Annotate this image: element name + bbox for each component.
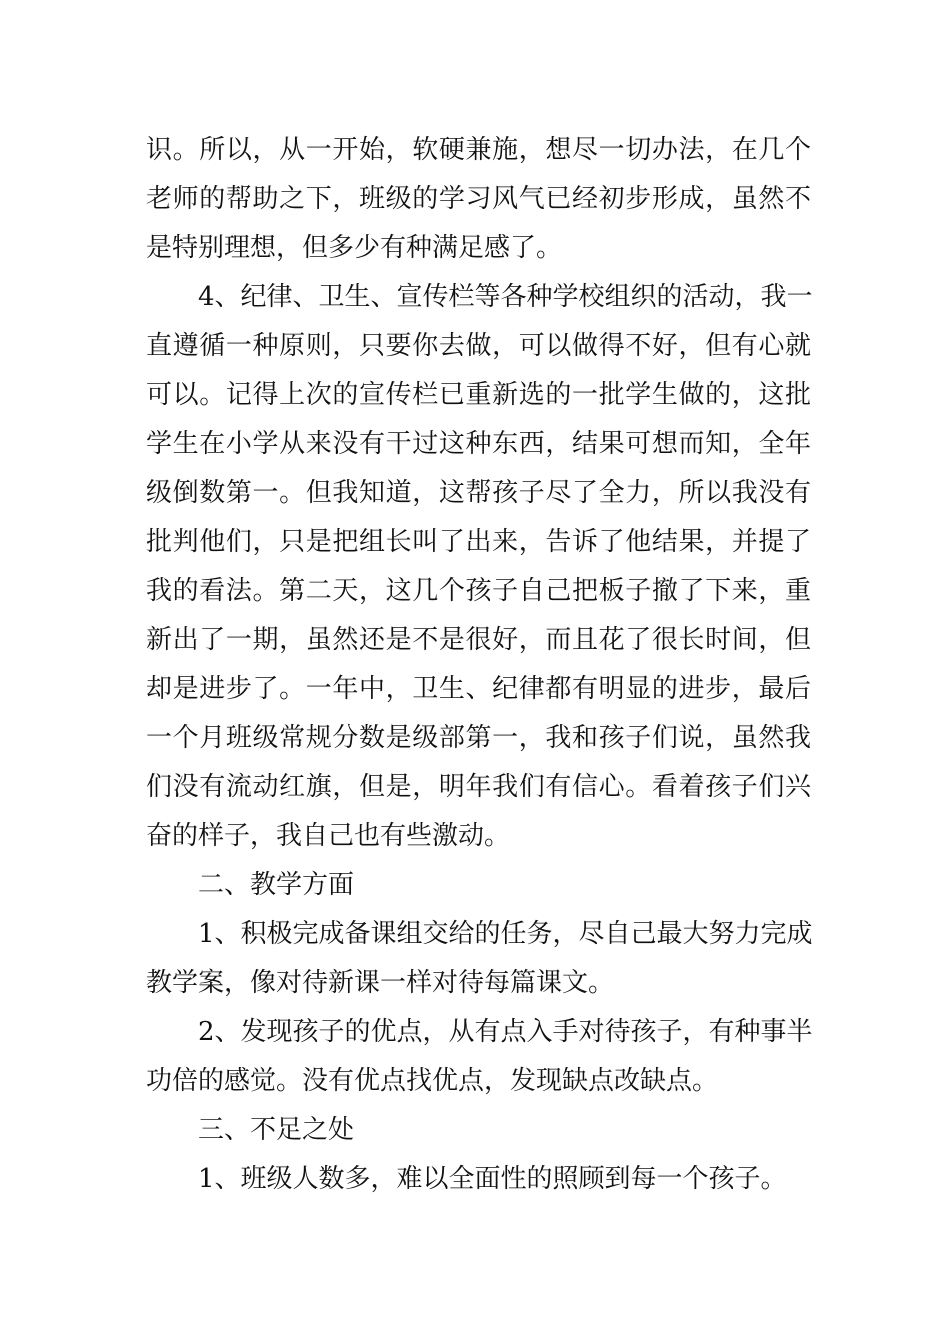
text-line: 功倍的感觉。没有优点找优点，发现缺点改缺点。 bbox=[146, 1066, 719, 1096]
text-line: 是特别理想，但多少有种满足感了。 bbox=[146, 233, 563, 263]
text-line: 新出了一期，虽然还是不是很好，而且花了很长时间，但 bbox=[146, 625, 811, 655]
text-line: 一个月班级常规分数是级部第一，我和孩子们说，虽然我 bbox=[146, 723, 811, 753]
paragraph-start-line: 1、班级人数多，难以全面性的照顾到每一个孩子。 bbox=[198, 1164, 787, 1194]
document-body bbox=[146, 126, 811, 1204]
text-line: 们没有流动红旗，但是，明年我们有信心。看着孩子们兴 bbox=[146, 772, 811, 802]
text-line: 直遵循一种原则，只要你去做，可以做得不好，但有心就 bbox=[146, 331, 811, 361]
text-line: 我的看法。第二天，这几个孩子自己把板子撤了下来，重 bbox=[146, 576, 811, 606]
text-line: 可以。记得上次的宣传栏已重新选的一批学生做的，这批 bbox=[146, 380, 811, 410]
section-heading: 二、教学方面 bbox=[198, 870, 355, 900]
text-line: 级倒数第一。但我知道，这帮孩子尽了全力，所以我没有 bbox=[146, 478, 811, 508]
paragraph-start-line: 1、积极完成备课组交给的任务，尽自己最大努力完成 bbox=[198, 919, 813, 949]
text-line: 学生在小学从来没有干过这种东西，结果可想而知，全年 bbox=[146, 429, 811, 459]
text-line: 却是进步了。一年中，卫生、纪律都有明显的进步，最后 bbox=[146, 674, 811, 704]
text-line: 识。所以，从一开始，软硬兼施，想尽一切办法，在几个 bbox=[146, 135, 811, 165]
text-line: 教学案，像对待新课一样对待每篇课文。 bbox=[146, 968, 615, 998]
paragraph-start-line: 4、纪律、卫生、宣传栏等各种学校组织的活动，我一 bbox=[198, 282, 813, 312]
text-line: 老师的帮助之下，班级的学习风气已经初步形成，虽然不 bbox=[146, 184, 811, 214]
section-heading: 三、不足之处 bbox=[198, 1115, 355, 1145]
paragraph-start-line: 2、发现孩子的优点，从有点入手对待孩子，有种事半 bbox=[198, 1017, 813, 1047]
text-line: 奋的样子，我自己也有些激动。 bbox=[146, 821, 511, 851]
text-line: 批判他们，只是把组长叫了出来，告诉了他结果，并提了 bbox=[146, 527, 811, 557]
